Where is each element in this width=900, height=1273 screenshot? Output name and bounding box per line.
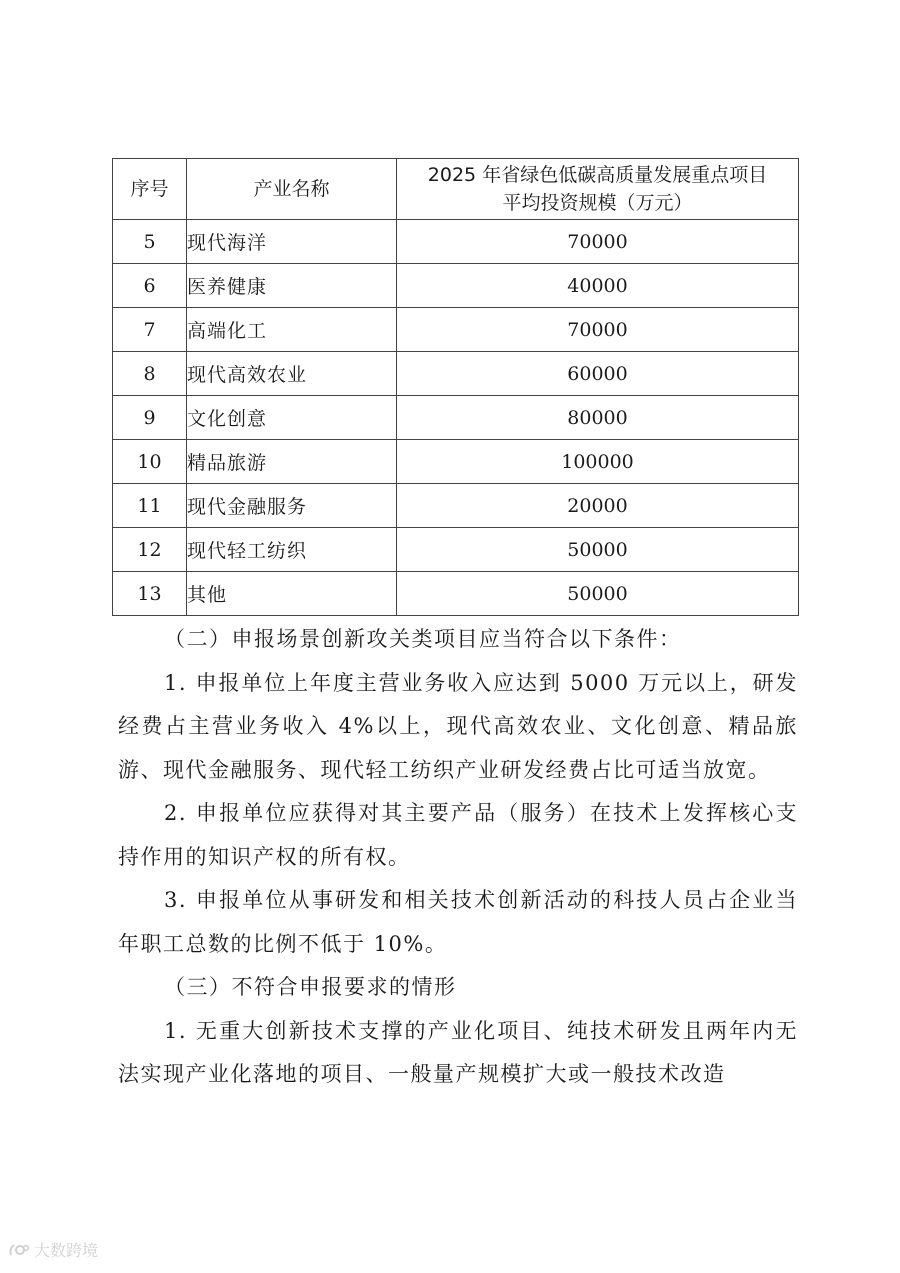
row-seq: 12: [113, 528, 187, 572]
row-industry-name: 精品旅游: [187, 440, 397, 484]
header-industry-name: 产业名称: [187, 159, 397, 220]
row-industry-name: 医养健康: [187, 264, 397, 308]
section-heading-2: （二）申报场景创新攻关类项目应当符合以下条件：: [164, 627, 682, 651]
condition-paragraph-3: 3. 申报单位从事研发和相关技术创新活动的科技人员占企业当年职工总数的比例不低于 10%。: [118, 888, 798, 956]
table-row: [113, 308, 799, 352]
row-industry-name: 现代海洋: [187, 220, 397, 264]
condition-paragraph-2: 2. 申报单位应获得对其主要产品（服务）在技术上发挥核心支持作用的知识产权的所有权。: [118, 801, 798, 869]
row-industry-name: 现代金融服务: [187, 484, 397, 528]
table-row: [113, 220, 799, 264]
row-investment-value: 50000: [397, 572, 799, 616]
row-seq: 9: [113, 396, 187, 440]
row-investment-value: 80000: [397, 396, 799, 440]
row-industry-name: 高端化工: [187, 308, 397, 352]
row-investment-value: 60000: [397, 352, 799, 396]
investment-table: [112, 158, 799, 616]
table-row: [113, 352, 799, 396]
table-row: [113, 484, 799, 528]
watermark: [8, 1238, 98, 1261]
condition-paragraph-1: 1. 申报单位上年度主营业务收入应达到 5000 万元以上，研发经费占主营业务收入 4%以上，现代高效农业、文化创意、精品旅游、现代金融服务、现代轻工纺织产业研发经费占比可适当放宽。: [118, 670, 798, 782]
row-investment-value: 70000: [397, 308, 799, 352]
exclusion-paragraph-1: 1. 无重大创新技术支撑的产业化项目、纯技术研发且两年内无法实现产业化落地的项目、一般量产规模扩大或一般技术改造: [118, 1018, 798, 1086]
row-industry-name: 现代高效农业: [187, 352, 397, 396]
row-industry-name: 其他: [187, 572, 397, 616]
table-row: [113, 440, 799, 484]
row-seq: 10: [113, 440, 187, 484]
row-seq: 13: [113, 572, 187, 616]
row-investment-value: 50000: [397, 528, 799, 572]
row-seq: 5: [113, 220, 187, 264]
table-header-row: [113, 159, 799, 220]
row-industry-name: 现代轻工纺织: [187, 528, 397, 572]
body-text: [118, 618, 798, 1097]
table-row: [113, 572, 799, 616]
header-investment-scale: [397, 159, 799, 220]
table-row: [113, 264, 799, 308]
header-investment-line1: 2025 年省绿色低碳高质量发展重点项目: [427, 164, 768, 186]
table-row: [113, 396, 799, 440]
header-investment-line2: 平均投资规模（万元）: [502, 192, 693, 214]
row-seq: 7: [113, 308, 187, 352]
header-seq: 序号: [113, 159, 187, 220]
row-seq: 8: [113, 352, 187, 396]
row-investment-value: 20000: [397, 484, 799, 528]
row-investment-value: 40000: [397, 264, 799, 308]
row-industry-name: 文化创意: [187, 396, 397, 440]
section-heading-3: （三）不符合申报要求的情形: [164, 975, 457, 999]
row-seq: 11: [113, 484, 187, 528]
row-seq: 6: [113, 264, 187, 308]
row-investment-value: 70000: [397, 220, 799, 264]
watermark-logo-icon: [8, 1242, 30, 1258]
row-investment-value: 100000: [397, 440, 799, 484]
table-row: [113, 528, 799, 572]
watermark-text: 大数跨境: [34, 1241, 99, 1260]
